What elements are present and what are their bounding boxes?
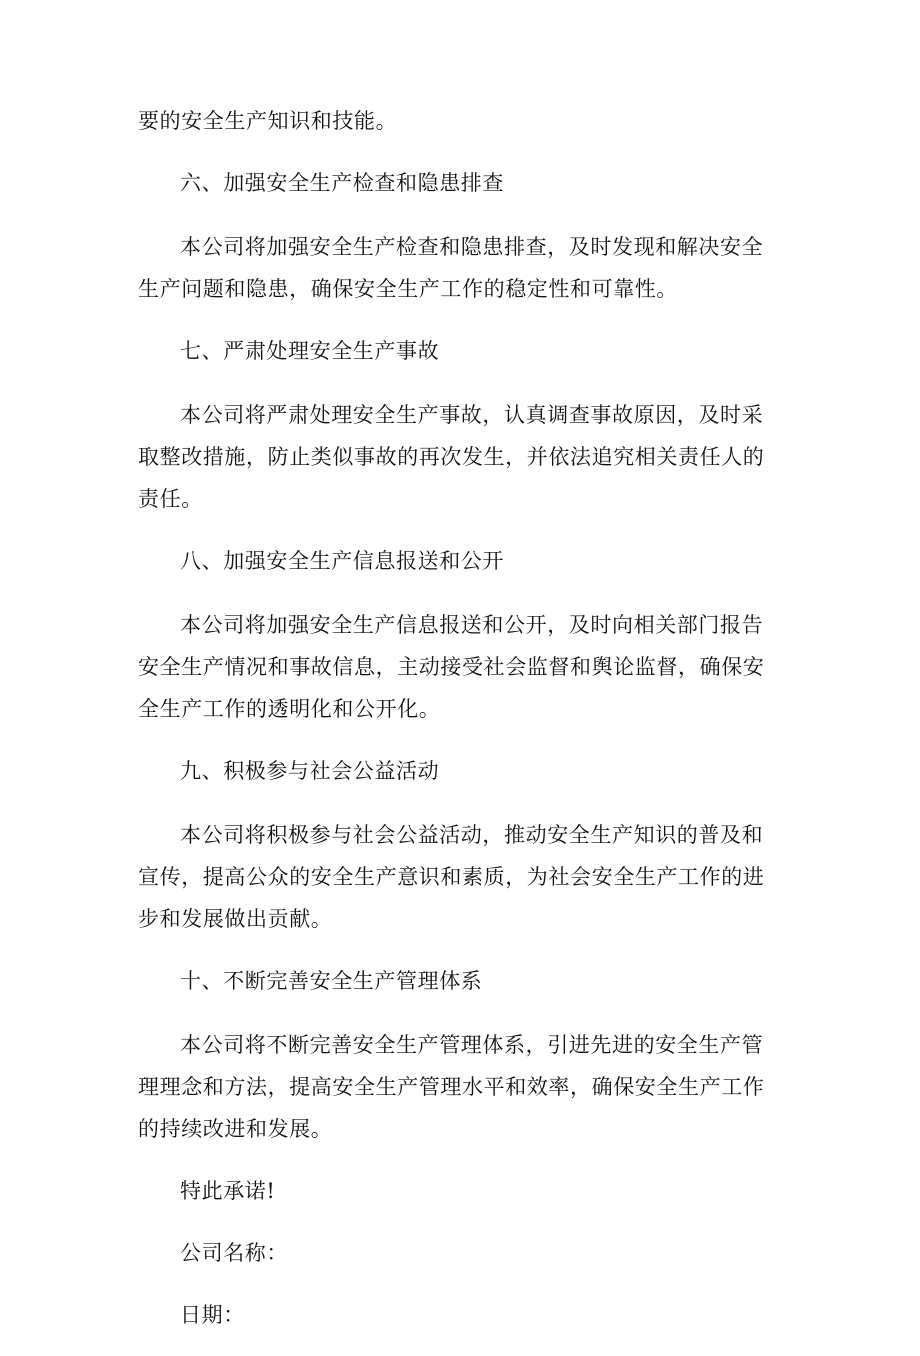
section-body-10: 本公司将不断完善安全生产管理体系，引进先进的安全生产管理理念和方法，提高安全生产管理水平和效率，确保安全生产工作的持续改进和发展。 [138,1033,765,1141]
section-body-9: 本公司将积极参与社会公益活动，推动安全生产知识的普及和宣传，提高公众的安全生产意识和素质，为社会安全生产工作的进步和发展做出贡献。 [138,823,765,931]
company-name-label: 公司名称： [180,1241,288,1265]
section-heading-10: 十、不断完善安全生产管理体系 [180,969,483,993]
section-heading-8: 八、加强安全生产信息报送和公开 [180,549,504,573]
section-heading-6: 六、加强安全生产检查和隐患排查 [180,171,504,195]
closing-statement: 特此承诺! [180,1179,276,1203]
date-label: 日期： [180,1303,245,1327]
section-body-6: 本公司将加强安全生产检查和隐患排查，及时发现和解决安全生产问题和隐患，确保安全生产工作的稳定性和可靠性。 [138,235,764,301]
section-body-8: 本公司将加强安全生产信息报送和公开，及时向相关部门报告安全生产情况和事故信息，主动接受社会监督和舆论监督，确保安全生产工作的透明化和公开化。 [138,613,765,721]
section-heading-7: 七、严肃处理安全生产事故 [180,339,440,363]
section-body-7: 本公司将严肃处理安全生产事故，认真调查事故原因，及时采取整改措施，防止类似事故的再次发生，并依法追究相关责任人的责任。 [138,403,765,511]
document-page [138,100,783,1356]
lead-fragment: 要的安全生产知识和技能。 [138,109,398,133]
section-heading-9: 九、积极参与社会公益活动 [180,759,440,783]
